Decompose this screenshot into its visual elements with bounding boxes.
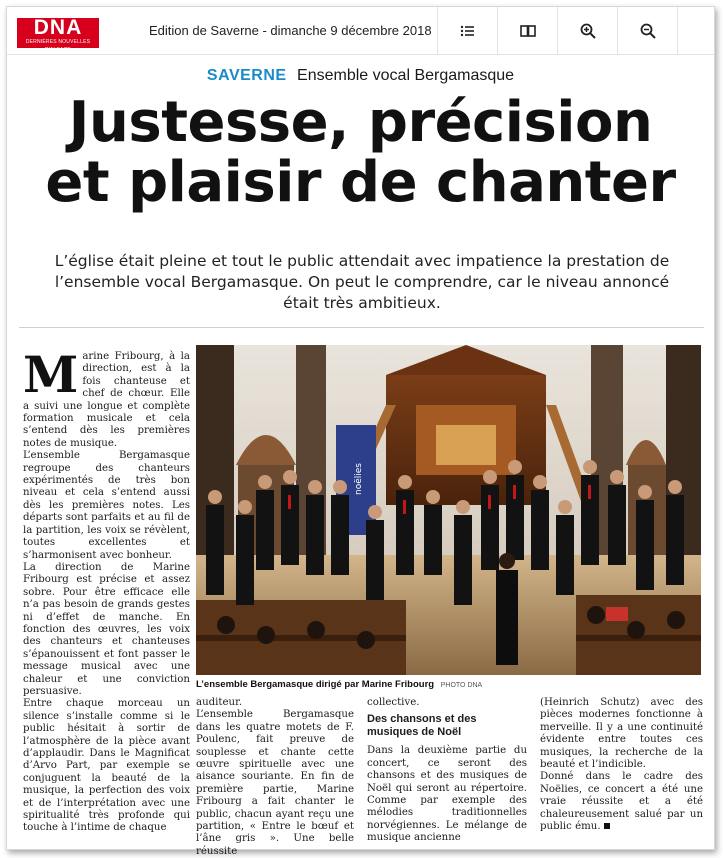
paragraph: Entre chaque morceau un silence s’installe comme si le public hésitait à sortir de l’atmosphère de la pièce avant d’applaudir. Dans le Magnificat d’Arvo Part, par exemple se conjuguent la beauté de la musique, la perfection des voix et de l’interprétation avec une spiritualité très profonde qui touche à l’intime de chaque [23, 698, 190, 834]
drop-cap: M [23, 345, 79, 404]
logo-subtext: DERNIÈRES NOUVELLES D'ALSACE [25, 39, 91, 53]
concert-photo [196, 345, 701, 675]
photo-credit: PHOTO DNA [440, 682, 483, 689]
paragraph: L’ensemble Bergamasque dans les quatre motets de F. Poulenc, fait preuve de souplesse et chante cette œuvre spirituelle avec une aisance souriante. En fin de première partie, Marine Fribourg a fait chanter le public, chacun ayant reçu une partition, « Entre le bœuf et l’âne gris ». Une belle réussite [196, 709, 354, 857]
edition-label: Edition de Saverne - dimanche 9 décembre 2018 [149, 23, 432, 38]
dna-logo[interactable] [17, 16, 99, 53]
article-lede: L’église était pleine et tout le public attendait avec impatience la prestation de l’ensemble vocal Bergamasque. On peut le comprendre, car le niveau annoncé était très ambitieux. [54, 252, 670, 312]
column-3 [367, 697, 527, 845]
zoom-in-icon [580, 23, 596, 39]
table-of-contents-button[interactable] [437, 7, 497, 54]
headline-line-2: et plaisir de chanter [45, 150, 676, 215]
paragraph: collective. [367, 697, 420, 708]
book-icon [520, 23, 536, 39]
topic-label: Ensemble vocal Bergamasque [297, 67, 515, 84]
paragraph: Marine Fribourg, à la direction, est à la fois chanteuse et chef de chœur. Elle a suivi une longue et complète formation musicale et cela s’entend dès les premières notes de musique. [23, 345, 190, 449]
banner-text: noëlies [354, 463, 364, 495]
list-icon [460, 23, 476, 39]
zoom-in-button[interactable] [557, 7, 617, 54]
choir-photo-illustration [196, 345, 701, 675]
toolbar-spacer [677, 7, 716, 54]
headline-line-1: Justesse, précision [68, 90, 653, 155]
article-kicker [7, 67, 714, 85]
paragraph: (Heinrich Schutz) avec des pièces modernes fonctionne à merveille. Il y a une continuité évidente entre toutes ces musiques, la recherche de la beauté et l’indicible. [540, 697, 703, 771]
paragraph: La direction de Marine Fribourg est précise et assez sobre. Pour être efficace elle n’a pas besoin de grands gestes ni d’effet de manche. En fonction des œuvres, les voix des chanteurs et chanteuses s’épanouissent et font passer le message musical avec une chaleur et une conviction persuasive. [23, 561, 190, 697]
headline [7, 90, 714, 215]
paragraph: Donné dans le cadre des Noëlies, ce concert a été une vraie réussite et a été chaleureusement salué par un public ému. [540, 771, 703, 833]
page-frame [6, 6, 715, 857]
divider [19, 327, 704, 328]
top-toolbar [7, 7, 714, 55]
column-4 [540, 697, 703, 833]
paragraph: auditeur. [196, 697, 243, 708]
paragraph: L’ensemble Bergamasque regroupe des chanteurs expérimentés de très bon niveau et cela s’entend aussi dès les premières notes. Les départs sont parfaits et au fil de la partition, les voix se révèlent, toutes excellentes et s’harmonisent avec bonheur. [23, 450, 190, 561]
zoom-out-button[interactable] [617, 7, 677, 54]
end-mark [604, 823, 610, 829]
zoom-out-icon [640, 23, 656, 39]
section-subhead: Des chansons et des musiques de Noël [367, 713, 477, 739]
location-label: SAVERNE [206, 67, 287, 84]
column-1 [23, 345, 190, 835]
caption-text: L’ensemble Bergamasque dirigé par Marine Fribourg [196, 679, 435, 690]
page-view-button[interactable] [497, 7, 557, 54]
paragraph: Dans la deuxième partie du concert, ce seront des chansons et des musiques de Noël qui seront au répertoire. Comme par exemple des mélodies traditionnelles norvégiennes. Le mélange de musique ancienne [367, 745, 527, 844]
column-2 [196, 697, 354, 858]
logo-text: DNA [33, 16, 83, 39]
photo-caption [196, 679, 482, 690]
